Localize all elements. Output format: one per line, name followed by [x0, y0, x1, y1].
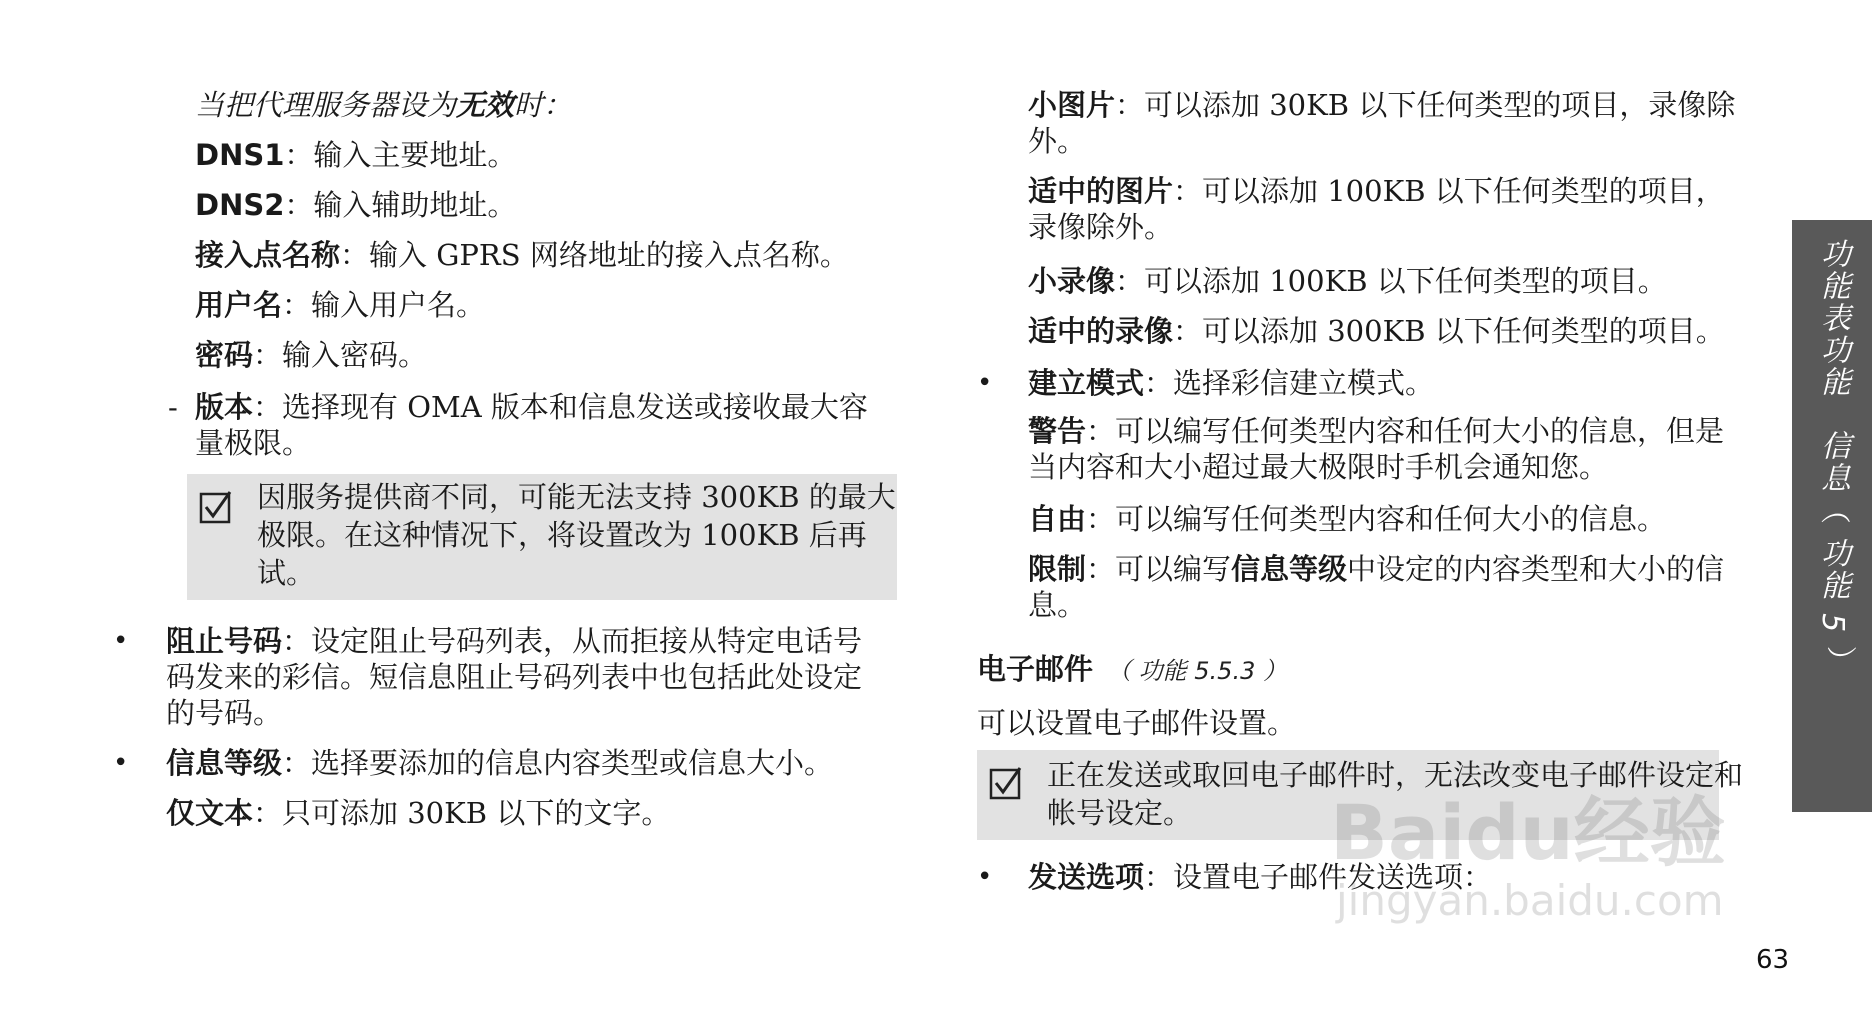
note2-line-1: 正在发送或取回电子邮件时，无法改变电子邮件设定和 — [1047, 758, 1744, 792]
email-title: 电子邮件 — [977, 652, 1094, 686]
apn-item — [195, 236, 849, 274]
password-item — [195, 336, 427, 374]
email-subtitle: （ 功能 5.5.3 ） — [1107, 657, 1287, 685]
medium-picture-text: ：可以添加 100KB 以下任何类型的项目， — [1173, 174, 1725, 208]
restrict-label: 限制 — [1028, 552, 1087, 586]
create-mode-item — [1028, 364, 1434, 402]
small-video-text: ：可以添加 100KB 以下任何类型的项目。 — [1115, 264, 1667, 298]
checkbox-note-icon — [199, 490, 233, 524]
warning-label: 警告 — [1028, 414, 1087, 448]
dns2-item — [195, 186, 516, 224]
medium-picture-item — [1028, 172, 1725, 210]
warning-text: ：可以编写任何类型内容和任何大小的信息，但是 — [1086, 414, 1725, 448]
page-number: 63 — [1756, 945, 1790, 975]
restrict-text: ：可以编写 — [1086, 552, 1232, 586]
dns1-item — [195, 136, 516, 174]
chapter-side-tab-text: 功能表功能 信息（ 功能 5 ） — [1815, 238, 1850, 678]
version-item — [195, 388, 868, 426]
email-description: 可以设置电子邮件设置。 — [977, 706, 1297, 740]
send-options-text: ：设置电子邮件发送选项： — [1144, 860, 1493, 894]
create-mode-text: ：选择彩信建立模式。 — [1144, 366, 1435, 400]
block-number-label: 阻止号码 — [166, 624, 283, 658]
small-picture-label: 小图片 — [1028, 88, 1116, 122]
watermark-url: jingyan.baidu.com — [1336, 876, 1724, 925]
note1-line-3: 试。 — [257, 556, 316, 590]
username-label: 用户名 — [195, 288, 283, 322]
medium-video-item — [1028, 312, 1725, 350]
send-options-label: 发送选项 — [1028, 860, 1145, 894]
small-video-label: 小录像 — [1028, 264, 1116, 298]
version-dash: - — [168, 390, 178, 424]
chapter-side-tab — [1792, 220, 1872, 812]
password-text: ：输入密码。 — [253, 338, 428, 372]
free-item — [1028, 500, 1666, 538]
medium-video-text: ：可以添加 300KB 以下任何类型的项目。 — [1173, 314, 1725, 348]
version-label: 版本 — [195, 390, 254, 424]
bullet: • — [113, 626, 129, 656]
dns2-label: DNS2 — [195, 188, 285, 222]
small-picture-cont: 外。 — [1028, 124, 1087, 158]
text-only-item — [166, 794, 670, 832]
email-section-title — [977, 650, 1287, 690]
text-only-label: 仅文本 — [166, 796, 254, 830]
username-text: ：输入用户名。 — [282, 288, 486, 322]
bullet: • — [977, 368, 993, 398]
apn-label: 接入点名称 — [195, 238, 341, 272]
watermark-logo-text: Baidu经验 — [1330, 788, 1726, 877]
bullet: • — [113, 748, 129, 778]
free-label: 自由 — [1028, 502, 1087, 536]
block-number-cont-2: 的号码。 — [166, 696, 283, 730]
baidu-watermark — [1330, 790, 1726, 926]
intro-suffix: 时： — [514, 88, 573, 122]
bullet: • — [977, 862, 993, 892]
note-box-300kb — [187, 474, 897, 600]
restrict-emph: 信息等级 — [1231, 552, 1348, 586]
message-level-item — [166, 744, 833, 782]
dns2-text: ：输入辅助地址。 — [284, 188, 517, 222]
version-text: ：选择现有 OMA 版本和信息发送或接收最大容 — [253, 390, 868, 424]
small-video-item — [1028, 262, 1667, 300]
restrict-item — [1028, 550, 1724, 588]
apn-text: ：输入 GPRS 网络地址的接入点名称。 — [340, 238, 849, 272]
checkbox-note-icon — [989, 766, 1023, 800]
username-item — [195, 286, 485, 324]
dns1-text: ：输入主要地址。 — [284, 138, 517, 172]
create-mode-label: 建立模式 — [1028, 366, 1145, 400]
message-level-label: 信息等级 — [166, 746, 283, 780]
small-picture-text: ：可以添加 30KB 以下任何类型的项目，录像除 — [1115, 88, 1736, 122]
intro-emph: 无效 — [456, 88, 515, 122]
medium-video-label: 适中的录像 — [1028, 314, 1174, 348]
text-only-text: ：只可添加 30KB 以下的文字。 — [253, 796, 671, 830]
block-number-text: ：设定阻止号码列表，从而拒接从特定电话号 — [282, 624, 863, 658]
version-text-cont: 量极限。 — [195, 426, 312, 460]
warning-cont: 当内容和大小超过最大极限时手机会通知您。 — [1028, 450, 1609, 484]
medium-picture-cont: 录像除外。 — [1028, 210, 1174, 244]
note2-line-2: 帐号设定。 — [1047, 796, 1193, 830]
password-label: 密码 — [195, 338, 254, 372]
restrict-text-b: 中设定的内容类型和大小的信 — [1347, 552, 1725, 586]
medium-picture-label: 适中的图片 — [1028, 174, 1174, 208]
small-picture-item — [1028, 86, 1735, 124]
note1-line-1: 因服务提供商不同，可能无法支持 300KB 的最大 — [257, 480, 896, 514]
intro-text: 当把代理服务器设为 — [195, 88, 457, 122]
note1-line-2: 极限。在这种情况下，将设置改为 100KB 后再 — [257, 518, 867, 552]
restrict-cont: 息。 — [1028, 588, 1087, 622]
warning-item — [1028, 412, 1724, 450]
free-text: ：可以编写任何类型内容和任何大小的信息。 — [1086, 502, 1667, 536]
proxy-intro — [195, 86, 572, 124]
block-number-cont-1: 码发来的彩信。短信息阻止号码列表中也包括此处设定 — [166, 660, 863, 694]
message-level-text: ：选择要添加的信息内容类型或信息大小。 — [282, 746, 834, 780]
dns1-label: DNS1 — [195, 138, 285, 172]
block-number-item — [166, 622, 862, 660]
